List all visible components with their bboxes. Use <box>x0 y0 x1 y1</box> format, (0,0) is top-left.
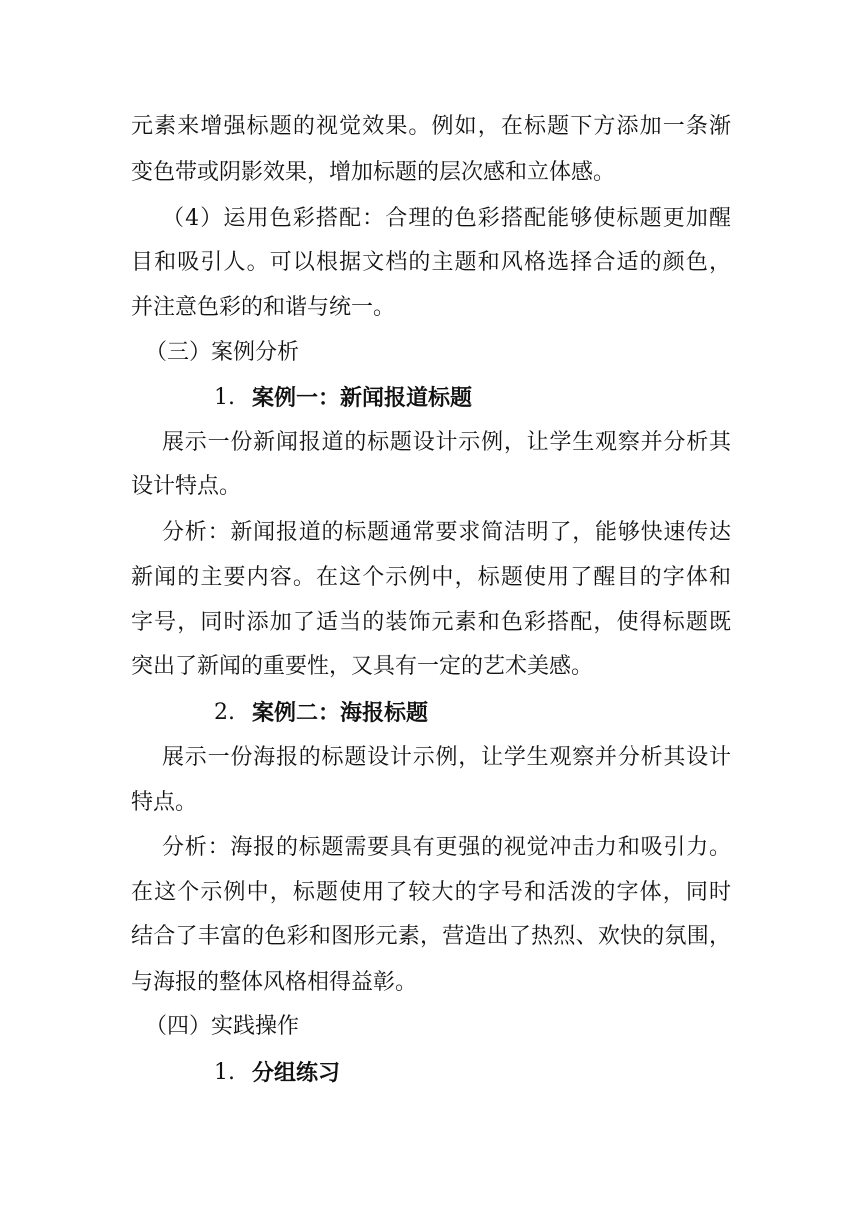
paragraph-line: 设计特点。 <box>131 474 242 499</box>
subsection-heading: 分组练习 <box>252 1060 341 1086</box>
paragraph-line: 突出了新闻的重要性，又具有一定的艺术美感。 <box>131 654 594 679</box>
paragraph-line: 结合了丰富的色彩和图形元素，营造出了热烈、欢快的氛围， <box>131 924 731 949</box>
paragraph-line: 分析：海报的标题需要具有更强的视觉冲击力和吸引力。 <box>162 835 731 860</box>
case-heading: 案例二：海报标题 <box>252 700 429 726</box>
list-number: 2. <box>214 700 235 725</box>
paragraph-line: 新闻的主要内容。在这个示例中，标题使用了醒目的字体和 <box>131 565 731 590</box>
paragraph-line: 特点。 <box>131 790 198 815</box>
paragraph-line: 与海报的整体风格相得益彰。 <box>131 970 418 995</box>
section-heading: （三）案例分析 <box>145 340 300 365</box>
paragraph-line: 展示一份新闻报道的标题设计示例，让学生观察并分析其 <box>162 430 731 455</box>
list-number: 1. <box>214 385 235 410</box>
paragraph-line: 在这个示例中，标题使用了较大的字号和活泼的字体，同时 <box>131 880 731 905</box>
section-heading: （四）实践操作 <box>145 1014 300 1039</box>
paragraph-line: 并注意色彩的和谐与统一。 <box>131 295 396 320</box>
paragraph-line: 变色带或阴影效果，增加标题的层次感和立体感。 <box>131 160 616 185</box>
case-heading: 案例一：新闻报道标题 <box>252 385 473 411</box>
paragraph-line: 元素来增强标题的视觉效果。例如，在标题下方添加一条渐 <box>131 114 731 139</box>
list-number: 1. <box>214 1060 235 1085</box>
paragraph-line: 分析：新闻报道的标题通常要求简洁明了，能够快速传达 <box>162 520 731 545</box>
paragraph-line: 目和吸引人。可以根据文档的主题和风格选择合适的颜色， <box>131 250 731 275</box>
paragraph-line: 字号，同时添加了适当的装饰元素和色彩搭配，使得标题既 <box>131 610 731 635</box>
paragraph-line: 展示一份海报的标题设计示例，让学生观察并分析其设计 <box>162 745 731 770</box>
paragraph-line: （4）运用色彩搭配：合理的色彩搭配能够使标题更加醒 <box>162 206 731 231</box>
